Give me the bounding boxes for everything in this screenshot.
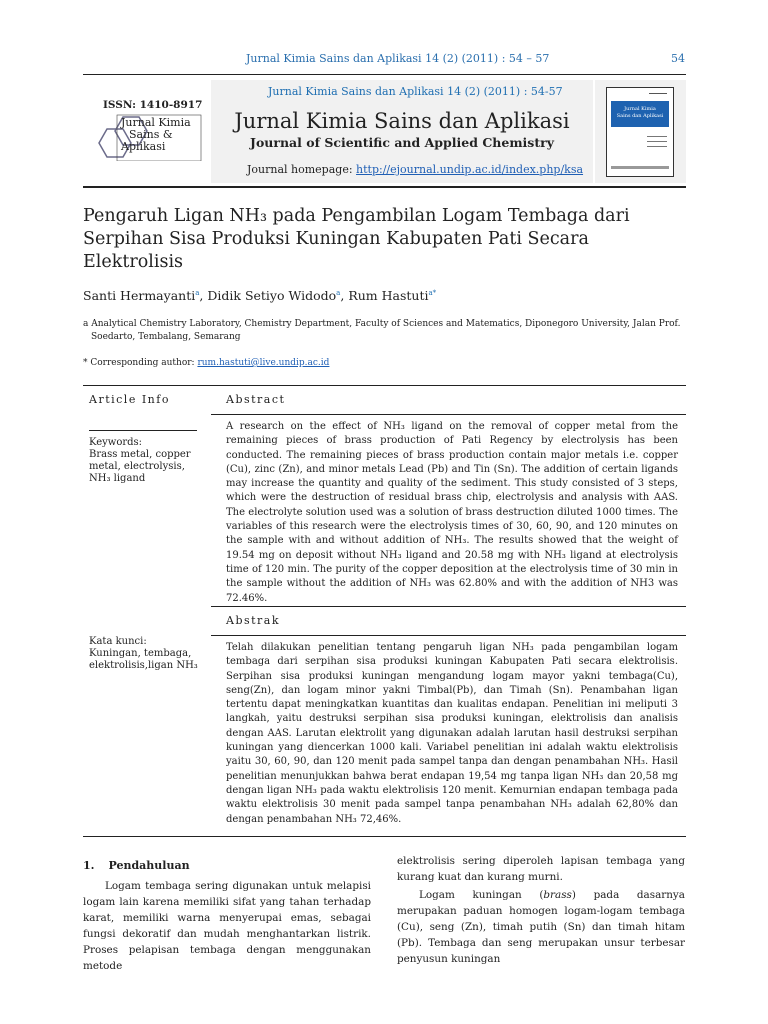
affiliation-line-2: Soedarto, Tembalang, Semarang	[91, 332, 241, 342]
author-affiliation-mark: a*	[428, 288, 437, 297]
cover-footer	[611, 166, 669, 169]
author-separator: ,	[199, 288, 208, 303]
masthead	[83, 80, 686, 183]
journal-title: Jurnal Kimia Sains dan Aplikasi	[234, 109, 570, 133]
issn: ISSN: 1410-8917	[103, 99, 203, 111]
cover-box	[595, 80, 686, 183]
keywords: Brass metal, copper metal, electrolysis, NH₃ ligand	[89, 449, 191, 484]
logo-text-2: Sains &	[129, 128, 173, 141]
journal-cover-thumbnail	[606, 87, 674, 177]
abstrak-top-rule	[211, 606, 686, 607]
logo-text-3: Aplikasi	[121, 140, 166, 153]
abstract-text: A research on the effect of NH₃ ligand on the removal of copper metal from the remaining pieces of brass production of Pati Regency by electrolysis has been conducted. The remaining pieces of brass production contain major metals i.e. copper (Cu), zinc (Zn), and minor metals Lead (Pb) and Tin (Sn). The addition of certain ligands may increase the quantity and quality of the sediment. This study consisted of 3 steps, which were the destruction of residual brass chip, electrolysis and analysis with AAS. The electrolyte solution used was a solution of brass destruction diluted 1000 times. The variables of this research were the electrolysis times of 30, 60, 90, and 120 minutes on the sample with and without addition of NH₃. The results showed that the weight of 19.54 mg on deposit without NH₃ ligand and 20.58 mg with NH₃ ligand at electrolysis time of 120 min. The purity of the copper deposition at the electrolysis time of 30 min in the sample without the addition of NH₃ was 62.80% and with the addition of NH3 was 72.46%.	[226, 421, 678, 604]
cover-line-2	[647, 141, 667, 142]
header-rule	[83, 74, 686, 75]
homepage-label: Journal homepage:	[247, 163, 357, 176]
homepage-link[interactable]: http://ejournal.undip.ac.id/index.php/ksa	[356, 163, 584, 176]
para-text: Logam kuningan (	[419, 889, 544, 901]
cover-band	[611, 101, 669, 127]
author-name: Santi Hermayanti	[83, 288, 196, 303]
para-emphasis: brass	[543, 889, 572, 901]
masthead-citation: Jurnal Kimia Sains dan Aplikasi 14 (2) (2011) : 54-57	[268, 85, 563, 98]
section-number: 1.	[83, 859, 95, 872]
intro-paragraph-right-2	[397, 887, 685, 967]
author-affiliation-mark: a	[336, 288, 341, 297]
abstrak-rule	[211, 635, 686, 636]
section-heading	[83, 859, 190, 872]
abstrak-text: Telah dilakukan penelitian tentang pengaruh ligan NH₃ pada pengambilan logam tembaga dari serpihan sisa produksi kuningan Kabupaten Pati secara elektrolisis. Serpihan sisa produksi kuningan mengandung logam mayor yakni tembaga(Cu), seng(Zn), dan logam minor yakni Timbal(Pb), dan Timah (Sn). Penambahan ligan tertentu dapat meningkatkan kuantitas dan kualitas endapan. Penelitian ini meliputi 3 langkah, yaitu destruksi serpihan sisa produksi kuningan, elektrolisis dan analisis dengan AAS. Larutan elektrolit yang digunakan adalah larutan hasil destruksi serpihan kuningan yang diencerkan 1000 kali. Variabel penelitian ini adalah waktu elektrolisis yaitu 30, 60, 90, dan 120 menit pada sampel tanpa dan dengan penambahan NH₃. Hasil penelitian menunjukkan bahwa berat endapan 19,54 mg tanpa ligan NH₃ dan 20,58 mg dengan ligan NH₃ pada waktu elektrolisis 120 menit. Kemurnian endapan tembaga pada waktu elektrolisis 30 menit pada sampel tanpa penambahan NH₃ adalah 62,80% dan dengan penambahan NH₃ 72,46%.	[226, 642, 678, 825]
cover-line-1	[647, 136, 667, 137]
author-separator: ,	[340, 288, 349, 303]
cover-line-3	[647, 146, 667, 147]
cover-rule	[649, 93, 667, 94]
corresponding-email-link[interactable]: rum.hastuti@live.undip.ac.id	[197, 358, 330, 368]
journal-logo-block	[83, 80, 209, 183]
abstrak-heading: Abstrak	[226, 614, 281, 627]
running-header-citation: Jurnal Kimia Sains dan Aplikasi 14 (2) (2011) : 54 – 57	[246, 52, 550, 65]
keywords-label: Keywords:	[89, 437, 143, 448]
intro-paragraph-right-1: elektrolisis sering diperoleh lapisan tembaga yang kurang kuat dan kurang murni.	[397, 855, 685, 883]
article-info-heading: Article Info	[89, 393, 170, 406]
journal-homepage	[247, 163, 583, 176]
article-info-rule	[89, 430, 197, 431]
masthead-rule	[83, 186, 686, 188]
author-name: Rum Hastuti	[348, 288, 429, 303]
logo-text-1: Jurnal Kimia	[121, 116, 191, 129]
author-name: Didik Setiyo Widodo	[207, 288, 337, 303]
affiliation-line-1: a Analytical Chemistry Laboratory, Chemistry Department, Faculty of Sciences and Matematics, Diponegoro University, Jalan Prof.	[83, 319, 681, 329]
corresponding-author	[83, 357, 329, 370]
kata-kunci: Kuningan, tembaga, elektrolisis,ligan NH₃	[89, 648, 198, 671]
journal-subtitle: Journal of Scientific and Applied Chemistry	[250, 135, 554, 150]
intro-paragraph-left: Logam tembaga sering digunakan untuk melapisi logam lain karena memiliki sifat yang tahan terhadap karat, memiliki warna menyerupai emas, sebagai fungsi dekoratif dan mudah menghantarkan listrik. Proses pelapisan tembaga dengan menggunakan metode	[83, 880, 371, 972]
article-title: Pengaruh Ligan NH₃ pada Pengambilan Logam Tembaga dari Serpihan Sisa Produksi Kuningan Kabupaten Pati Secara Elektrolisis	[83, 206, 630, 272]
masthead-title-box	[211, 80, 593, 183]
abstract-rule	[211, 414, 686, 415]
info-bottom-rule	[83, 836, 686, 837]
para-text: ) pada dasarnya merupakan paduan homogen logam-logam tembaga (Cu), seng (Zn), timah putih (Sn) dan timah hitam (Pb). Tembaga dan seng merupakan unsur terbesar penyusun kuningan	[397, 889, 685, 965]
author-affiliation-mark: a	[195, 288, 200, 297]
abstract-heading: Abstract	[226, 393, 286, 406]
cover-title-1: Jurnal Kimia	[624, 106, 656, 112]
authors	[83, 288, 436, 303]
corresponding-label: * Corresponding author:	[83, 358, 198, 368]
page-number: 54	[671, 52, 685, 65]
kata-kunci-label: Kata kunci:	[89, 636, 147, 647]
section-title: Pendahuluan	[108, 859, 190, 872]
info-top-rule	[83, 385, 686, 386]
cover-title-2: Sains dan Aplikasi	[616, 113, 664, 119]
